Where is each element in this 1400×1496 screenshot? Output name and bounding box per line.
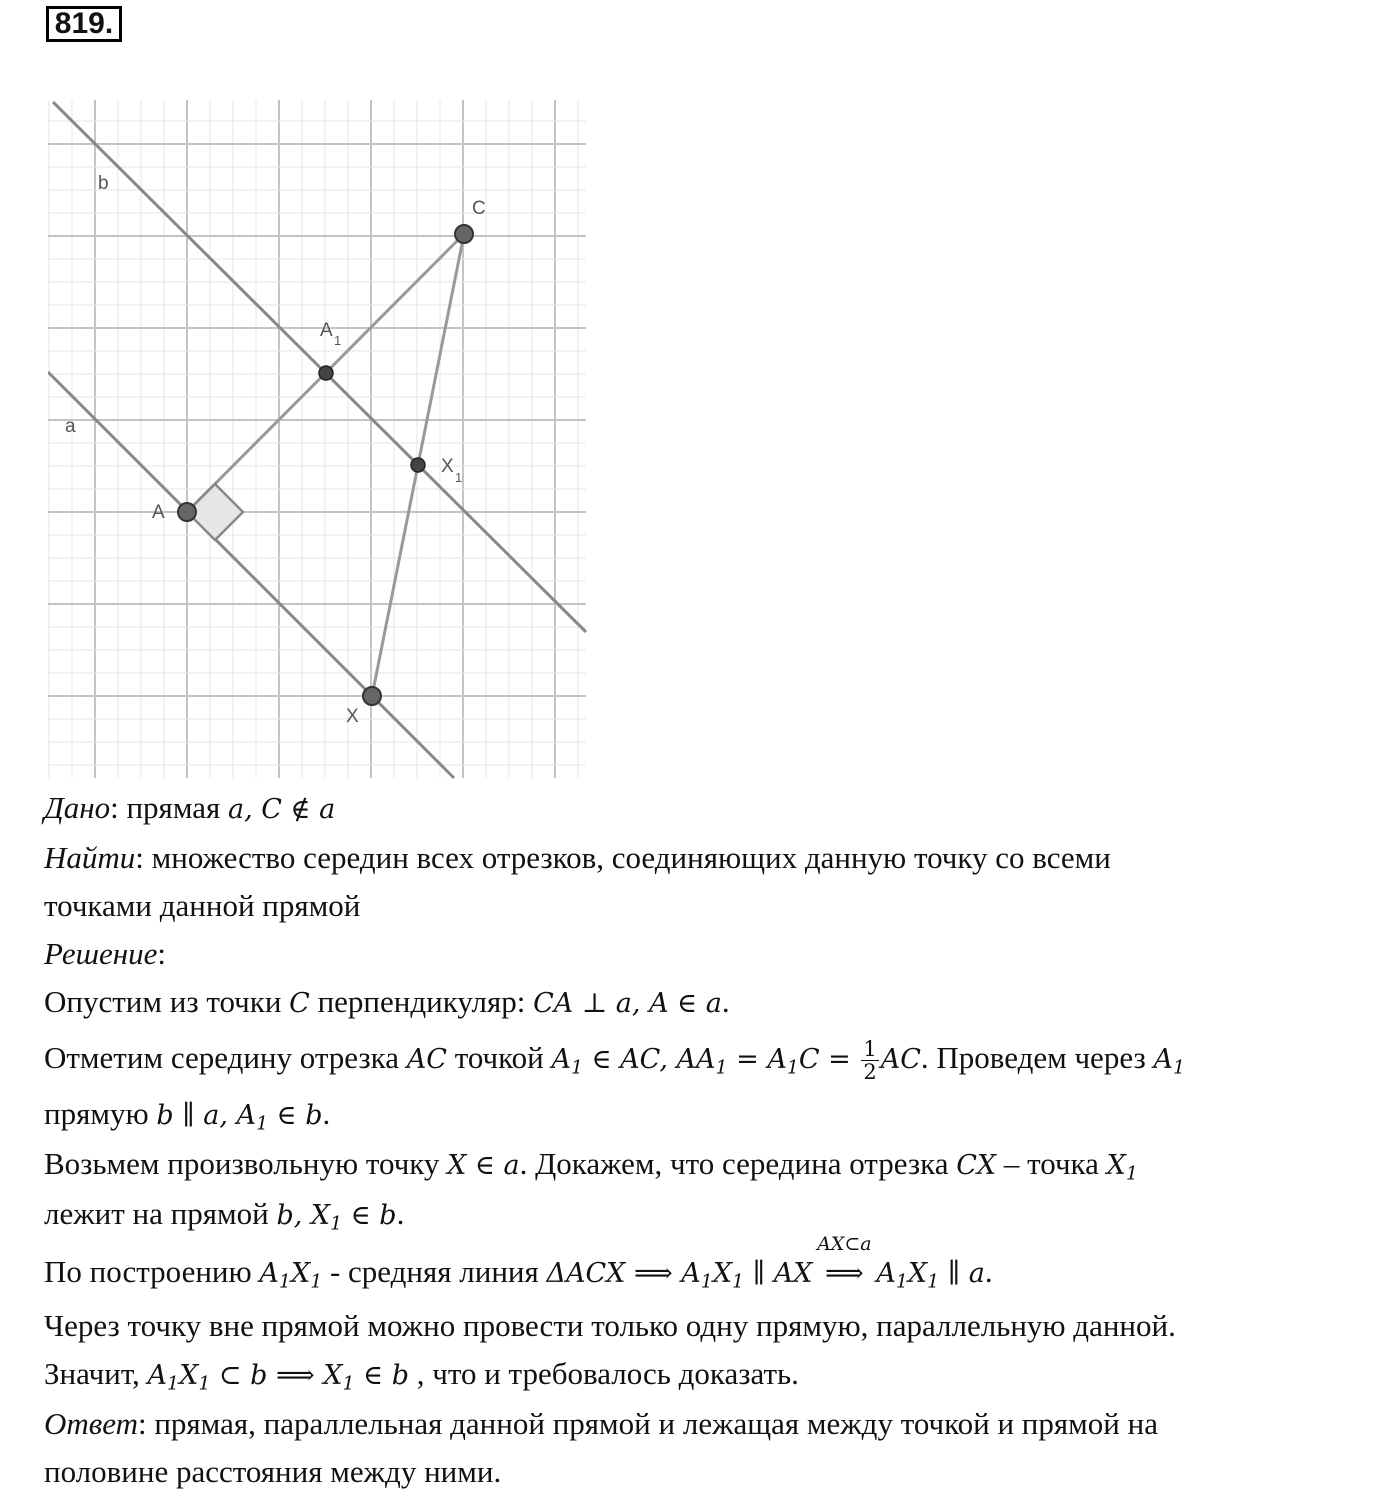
text-span: . [322, 1096, 331, 1131]
find-line-2 [44, 882, 1384, 930]
fraction-numerator: 1 [863, 1037, 877, 1062]
text-span: перпендикуляр: [309, 984, 534, 1019]
math-part: ∈ AC, AA [583, 1044, 716, 1075]
subscript: 1 [256, 1112, 269, 1135]
subscript: 1 [895, 1270, 908, 1293]
arrow-condition: AX⊂a [817, 1233, 872, 1255]
math-part: X [712, 1258, 733, 1289]
subscript: 1 [927, 1270, 940, 1293]
solution-line-5 [44, 1190, 1384, 1240]
text-span: По построению [44, 1254, 260, 1289]
math-span [546, 1258, 822, 1293]
given-math: a, C ∉ a [228, 794, 336, 825]
answer-body: : прямая, параллельная данной прямой и лежащая между точкой и прямой на [137, 1406, 1158, 1441]
math-span: CX [956, 1150, 997, 1181]
point-a1 [319, 366, 333, 380]
solution-line-8 [44, 1350, 1384, 1400]
find-line [44, 834, 1384, 882]
answer-line-2 [44, 1448, 1384, 1496]
text-span: . [984, 1254, 993, 1289]
text-span: – точка [996, 1146, 1107, 1181]
subscript: 1 [330, 1212, 343, 1235]
label-a1: A [320, 320, 333, 341]
given-label: Дано [44, 790, 111, 825]
math-part: ∥ a [939, 1258, 985, 1289]
implies-with-condition [817, 1233, 872, 1302]
solution-line-3 [44, 1090, 1384, 1140]
label-a: a [65, 416, 76, 437]
solution-line-1 [44, 978, 1384, 1028]
math-span: X ∈ a [447, 1150, 520, 1181]
text-span: . Проведем через [920, 1040, 1154, 1075]
label-c: C [472, 198, 486, 219]
math-part: C = [798, 1044, 860, 1075]
math-part: ∥ AX [744, 1258, 822, 1289]
problem-number: 819. [46, 6, 122, 42]
solution-line-7 [44, 1302, 1384, 1350]
fraction-one-half [861, 1038, 878, 1083]
text-span: Возьмем произвольную точку [44, 1146, 448, 1181]
point-x [363, 687, 381, 705]
text-span: . [396, 1196, 405, 1231]
point-x1 [411, 458, 425, 472]
math-part: X [179, 1360, 199, 1391]
math-part: X [907, 1258, 928, 1289]
math-part: A [259, 1258, 279, 1289]
label-a1-sub: 1 [334, 333, 342, 348]
math-span [867, 1258, 985, 1293]
math-span: AC [880, 1044, 921, 1075]
solution-heading [44, 930, 1384, 978]
math-span [147, 1360, 409, 1395]
subscript: 1 [342, 1372, 355, 1395]
math-part: b, X [276, 1200, 331, 1231]
subscript: 1 [310, 1270, 323, 1293]
text-span: . [721, 984, 730, 1019]
find-body-2: точками данной прямой [44, 888, 361, 923]
math-span: CA ⊥ a, A ∈ a [533, 988, 722, 1019]
text-span: прямую [44, 1096, 157, 1131]
implies-arrow: ⟹ [825, 1258, 864, 1289]
math-span [551, 1044, 860, 1079]
text-span: Через точку вне прямой можно провести только одну прямую, параллельную данной. [44, 1308, 1176, 1343]
solution-label: Решение [44, 936, 158, 971]
point-a [178, 503, 196, 521]
given-body: : прямая [110, 790, 228, 825]
label-b: b [98, 173, 109, 194]
answer-body-2: половине расстояния между ними. [44, 1454, 502, 1489]
text-span: , что и требовалось доказать. [408, 1356, 799, 1391]
subscript: 1 [732, 1270, 745, 1293]
label-x1-sub: 1 [455, 470, 463, 485]
solution-line-6 [44, 1233, 1384, 1302]
label-a-point: A [152, 502, 165, 523]
math-part: X [290, 1258, 311, 1289]
math-span [1153, 1044, 1185, 1079]
text-span: Значит, [44, 1356, 148, 1391]
fraction-denominator: 2 [863, 1060, 877, 1085]
math-part: ⊂ b ⟹ X [210, 1360, 343, 1391]
label-x-point: X [346, 706, 359, 727]
math-part: = A [727, 1044, 787, 1075]
math-part: b ∥ a, A [156, 1100, 257, 1131]
answer-line [44, 1400, 1384, 1448]
math-span [156, 1100, 323, 1135]
point-c [455, 225, 473, 243]
subscript: 1 [167, 1372, 180, 1395]
math-part: A [147, 1360, 168, 1391]
given-line [44, 784, 1384, 834]
math-part: ∈ b [268, 1100, 323, 1131]
label-x1: X [441, 456, 454, 477]
subscript: 1 [715, 1056, 728, 1079]
text-span: лежит на прямой [44, 1196, 277, 1231]
solution-line-4 [44, 1140, 1384, 1190]
math-span: AC [406, 1044, 447, 1075]
answer-label: Ответ [44, 1406, 138, 1441]
subscript: 1 [278, 1270, 291, 1293]
subscript: 1 [570, 1056, 583, 1079]
text-span: - средняя линия [322, 1254, 547, 1289]
math-part: A [551, 1044, 571, 1075]
solution-line-2 [44, 1028, 1384, 1090]
geometry-figure [48, 100, 588, 780]
text-span: . Докажем, что середина отрезка [519, 1146, 957, 1181]
math-part: ΔACX ⟹ A [546, 1258, 701, 1289]
line-b [53, 102, 586, 632]
subscript: 1 [700, 1270, 713, 1293]
math-part: A [867, 1258, 896, 1289]
grid [48, 100, 586, 778]
text-span: Опустим из точки [44, 984, 290, 1019]
math-span [259, 1258, 323, 1293]
math-span [276, 1200, 397, 1235]
find-body: : множество середин всех отрезков, соединяющих данную точку со всеми [135, 840, 1111, 875]
math-part: X [1106, 1150, 1126, 1181]
subscript: 1 [1172, 1056, 1185, 1079]
math-part: ∈ b [342, 1200, 397, 1231]
subscript: 1 [786, 1056, 799, 1079]
math-part: A [1153, 1044, 1173, 1075]
line-a [48, 372, 454, 778]
math-part: ∈ b [354, 1360, 409, 1391]
find-label: Найти [44, 840, 136, 875]
solution-text [44, 784, 1384, 1496]
subscript: 1 [1125, 1162, 1138, 1185]
text-span: точкой [446, 1040, 552, 1075]
subscript: 1 [198, 1372, 211, 1395]
solution-colon: : [157, 936, 166, 971]
math-span [1106, 1150, 1138, 1185]
math-span: C [289, 988, 310, 1019]
text-span: Отметим середину отрезка [44, 1040, 407, 1075]
